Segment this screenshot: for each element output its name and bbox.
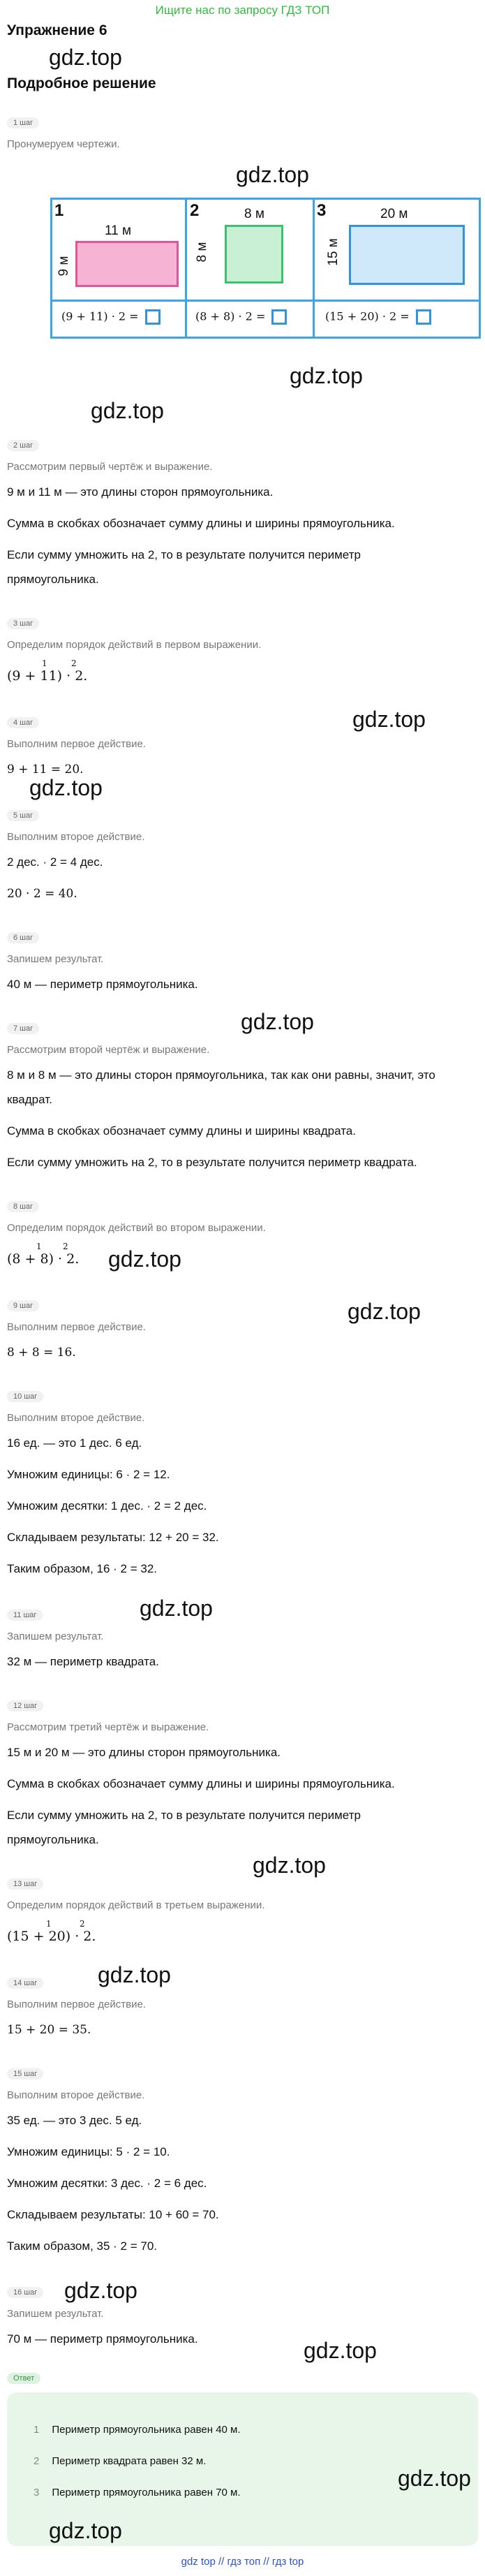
step-note: Выполним второе действие. (7, 1412, 145, 1424)
drawing-number: 2 (190, 201, 200, 220)
text-line: прямоугольника. (7, 1833, 99, 1846)
step-badge: 7 шаг (7, 1023, 39, 1034)
text-line: Сумма в скобках обозначает сумму длины и ширины квадрата. (7, 1124, 356, 1138)
step-note: Запишем результат. (7, 2308, 104, 2320)
expression-3: (15 + 20) · 2 = (325, 309, 431, 325)
text-line: Если сумму умножить на 2, то в результате получится периметр (7, 1809, 361, 1822)
step-badge: 16 шаг (7, 2287, 43, 2298)
width-label: 20 м (380, 207, 408, 221)
answer-box-icon (271, 309, 287, 325)
step-badge: 6 шаг (7, 932, 39, 943)
step-badge: 9 шаг (7, 1300, 39, 1311)
watermark: gdz.top (140, 1596, 213, 1621)
text-line: Таким образом, 16 · 2 = 32. (7, 1562, 157, 1575)
square-2 (225, 225, 283, 284)
width-label: 11 м (105, 223, 132, 238)
answer-box-icon (416, 309, 431, 325)
watermark: gdz.top (290, 363, 363, 388)
order-expression: 1 2 (9 + 11) · 2. (7, 658, 88, 684)
step-note: Запишем результат. (7, 953, 104, 965)
expression-1: (9 + 11) · 2 = (61, 309, 161, 325)
text-line: 8 м и 8 м — это длины сторон прямоугольника, так как они равны, значит, это (7, 1068, 435, 1082)
order-expression: 1 2 (8 + 8) · 2. (7, 1242, 80, 1267)
text-line: 8 + 8 = 16. (7, 1346, 76, 1360)
step-badge: 1 шаг (7, 117, 39, 128)
drawing-number: 3 (317, 201, 327, 220)
text-line: 35 ед. — это 3 дес. 5 ед. (7, 2114, 142, 2127)
step-note: Рассмотрим третий чертёж и выражение. (7, 1721, 209, 1733)
watermark: gdz.top (29, 775, 103, 800)
step-badge: 8 шаг (7, 1201, 39, 1212)
step-badge: 4 шаг (7, 717, 39, 728)
step-badge: 2 шаг (7, 440, 39, 451)
exercise-title: Упражнение 6 (7, 22, 107, 38)
step-note: Пронумеруем чертежи. (7, 138, 120, 150)
answer-item: 1 Периметр прямоугольника равен 40 м. (33, 2424, 241, 2436)
drawing-number: 1 (54, 201, 64, 220)
watermark: gdz.top (236, 162, 309, 187)
text-line: Если сумму умножить на 2, то в результате получится периметр квадрата. (7, 1156, 417, 1169)
step-badge: 12 шаг (7, 1700, 43, 1712)
watermark: gdz.top (98, 1962, 171, 1987)
step-note: Определим порядок действий в первом выражении. (7, 639, 262, 651)
watermark: gdz.top (304, 2338, 377, 2363)
text-line: квадрат. (7, 1093, 52, 1106)
step-note: Выполним первое действие. (7, 1999, 146, 2010)
rectangle-1 (75, 241, 179, 287)
text-line: 32 м — периметр квадрата. (7, 1655, 159, 1668)
text-line: 2 дес. · 2 = 4 дес. (7, 855, 103, 869)
watermark: gdz.top (49, 2518, 122, 2543)
watermark: gdz.top (352, 707, 426, 732)
text-line: Складываем результаты: 10 + 60 = 70. (7, 2208, 219, 2221)
step-note: Запишем результат. (7, 1631, 104, 1642)
text-line: 20 · 2 = 40. (7, 887, 77, 901)
text-line: Умножим единицы: 5 · 2 = 10. (7, 2145, 170, 2158)
answer-badge: Ответ (7, 2373, 40, 2384)
text-line: 15 + 20 = 35. (7, 2023, 91, 2037)
text-line: Складываем результаты: 12 + 20 = 32. (7, 1531, 219, 1544)
watermark: gdz.top (398, 2466, 471, 2491)
text-line: Если сумму умножить на 2, то в результате получится периметр (7, 548, 361, 561)
answer-item: 3 Периметр прямоугольника равен 70 м. (33, 2487, 241, 2498)
search-banner[interactable]: Ищите нас по запросу ГДЗ ТОП (155, 3, 330, 17)
height-label: 15 м (326, 238, 341, 266)
footer-links[interactable]: gdz top // гдз топ // гдз top (181, 2556, 304, 2568)
watermark: gdz.top (348, 1299, 421, 1324)
step-note: Выполним второе действие. (7, 2089, 145, 2101)
watermark: gdz.top (91, 398, 164, 423)
text-line: Сумма в скобках обозначает сумму длины и ширины прямоугольника. (7, 1777, 395, 1790)
watermark: gdz.top (253, 1853, 326, 1878)
step-note: Определим порядок действий в третьем выражении. (7, 1899, 265, 1911)
step-badge: 10 шаг (7, 1391, 43, 1402)
text-line: 9 + 11 = 20. (7, 763, 84, 777)
step-badge: 5 шаг (7, 810, 39, 821)
answer-box (7, 2392, 478, 2546)
step-badge: 13 шаг (7, 1878, 43, 1890)
width-label: 8 м (244, 207, 264, 221)
watermark: gdz.top (241, 1009, 314, 1034)
watermark: gdz.top (64, 2278, 137, 2303)
answer-box-icon (145, 309, 161, 325)
step-note: Определим порядок действий во втором выражении. (7, 1222, 266, 1234)
step-badge: 11 шаг (7, 1610, 43, 1621)
text-line: Умножим десятки: 1 дес. · 2 = 2 дес. (7, 1499, 207, 1513)
text-line: Таким образом, 35 · 2 = 70. (7, 2239, 157, 2253)
text-line: Умножим единицы: 6 · 2 = 12. (7, 1468, 170, 1481)
step-note: Выполним второе действие. (7, 831, 145, 843)
text-line: 40 м — периметр прямоугольника. (7, 978, 198, 991)
text-line: 9 м и 11 м — это длины сторон прямоугольника. (7, 485, 274, 499)
text-line: 70 м — периметр прямоугольника. (7, 2332, 198, 2346)
text-line: 15 м и 20 м — это длины сторон прямоугольника. (7, 1746, 281, 1759)
step-note: Рассмотрим первый чертёж и выражение. (7, 461, 213, 473)
text-line: 16 ед. — это 1 дес. 6 ед. (7, 1436, 142, 1450)
step-badge: 15 шаг (7, 2068, 43, 2080)
text-line: прямоугольника. (7, 573, 99, 586)
watermark: gdz.top (108, 1246, 181, 1272)
answer-item: 2 Периметр квадрата равен 32 м. (33, 2455, 207, 2467)
step-badge: 3 шаг (7, 618, 39, 629)
rectangle-3 (349, 225, 465, 285)
solution-subtitle: Подробное решение (7, 75, 156, 91)
text-line: Сумма в скобках обозначает сумму длины и ширины прямоугольника. (7, 517, 395, 530)
step-note: Рассмотрим второй чертёж и выражение. (7, 1044, 210, 1056)
watermark: gdz.top (49, 45, 122, 70)
height-label: 8 м (195, 242, 209, 263)
step-note: Выполним первое действие. (7, 1321, 146, 1333)
height-label: 9 м (57, 256, 71, 277)
step-note: Выполним первое действие. (7, 738, 146, 750)
expression-2: (8 + 8) · 2 = (195, 309, 287, 325)
text-line: Умножим десятки: 3 дес. · 2 = 6 дес. (7, 2177, 207, 2190)
order-expression: 1 2 (15 + 20) · 2. (7, 1919, 96, 1944)
step-badge: 14 шаг (7, 1978, 43, 1989)
